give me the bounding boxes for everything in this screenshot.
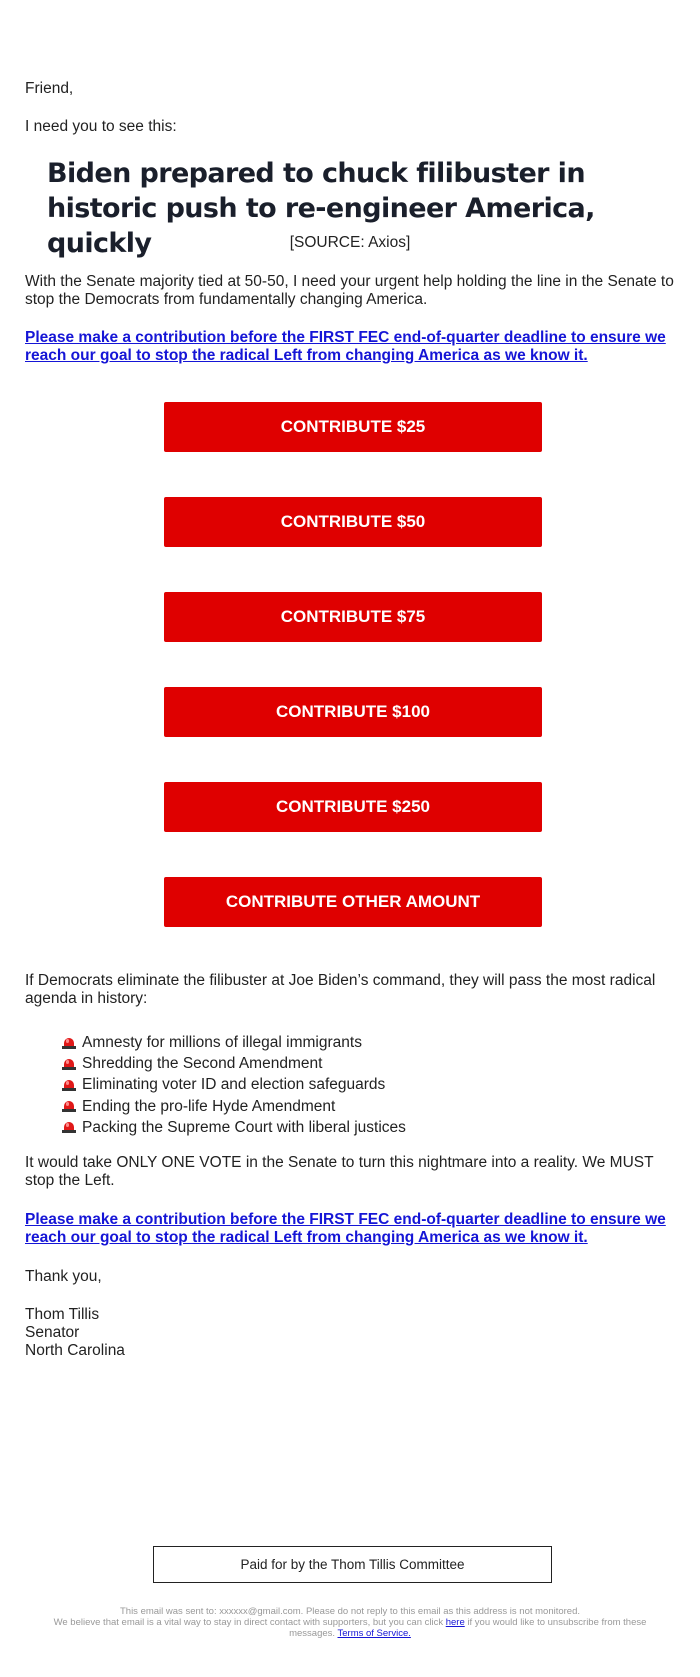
intro-text: I need you to see this: (25, 118, 177, 135)
list-item (62, 1117, 406, 1138)
list-item (62, 1053, 406, 1074)
siren-icon (62, 1079, 76, 1091)
paragraph-1: With the Senate majority tied at 50-50, I need your urgent help holding the line in the Senate to stop the Democrats from fundamentally changing America. (25, 273, 674, 308)
list-item-text: Packing the Supreme Court with liberal justices (82, 1118, 406, 1136)
closing: Thank you, (25, 1268, 102, 1285)
siren-icon (62, 1100, 76, 1112)
list-item (62, 1096, 406, 1117)
contribute-250-button[interactable]: CONTRIBUTE $250 (164, 782, 542, 832)
footer (30, 1606, 670, 1639)
contribution-link-bottom[interactable]: Please make a contribution before the FIRST FEC end-of-quarter deadline to ensure we reach our goal to stop the radical Left from changing America as we know it. (25, 1211, 666, 1246)
contribute-other-amount-button[interactable]: CONTRIBUTE OTHER AMOUNT (164, 877, 542, 927)
contribute-100-button[interactable]: CONTRIBUTE $100 (164, 687, 542, 737)
signature-state: North Carolina (25, 1342, 125, 1359)
paragraph-2: If Democrats eliminate the filibuster at Joe Biden’s command, they will pass the most radical agenda in history: (25, 972, 656, 1007)
footer-sent-to: This email was sent to: xxxxxx@gmail.com. Please do not reply to this email as this address is not monitored. (119, 1606, 581, 1617)
contribute-25-button[interactable]: CONTRIBUTE $25 (164, 402, 542, 452)
signature-title: Senator (25, 1324, 80, 1341)
terms-of-service-link[interactable]: Terms of Service. (337, 1628, 411, 1639)
siren-icon (62, 1058, 76, 1070)
list-item-text: Amnesty for millions of illegal immigrants (82, 1034, 362, 1051)
signature (25, 1306, 125, 1360)
source-citation: [SOURCE: Axios] (289, 234, 411, 251)
agenda-list (62, 1032, 406, 1138)
list-item-text: Eliminating voter ID and election safeguards (82, 1076, 386, 1094)
paid-for-disclaimer: Paid for by the Thom Tillis Committee (153, 1546, 552, 1583)
contribute-50-button[interactable]: CONTRIBUTE $50 (164, 497, 542, 547)
headline: Biden prepared to chuck filibuster in historic push to re-engineer America, quickly (47, 158, 595, 259)
siren-icon (62, 1037, 76, 1049)
footer-unsub-after: if you would like to unsubscribe from these messages. (289, 1617, 647, 1639)
footer-unsubscribe (30, 1617, 670, 1639)
greeting: Friend, (25, 80, 74, 97)
paragraph-3: It would take ONLY ONE VOTE in the Senate to turn this nightmare into a reality. We MUST stop the Left. (25, 1154, 654, 1189)
signature-name: Thom Tillis (25, 1306, 100, 1323)
list-item (62, 1032, 406, 1053)
siren-icon (62, 1121, 76, 1133)
list-item-text: Shredding the Second Amendment (82, 1055, 323, 1073)
list-item-text: Ending the pro-life Hyde Amendment (82, 1097, 336, 1115)
contribute-75-button[interactable]: CONTRIBUTE $75 (164, 592, 542, 642)
unsubscribe-link[interactable]: here (445, 1617, 465, 1628)
contribution-link-top[interactable]: Please make a contribution before the FIRST FEC end-of-quarter deadline to ensure we reach our goal to stop the radical Left from changing America as we know it. (25, 329, 666, 364)
list-item (62, 1074, 406, 1095)
footer-unsub-before: We believe that email is a vital way to stay in direct contact with supporters, but you can click (53, 1617, 444, 1628)
